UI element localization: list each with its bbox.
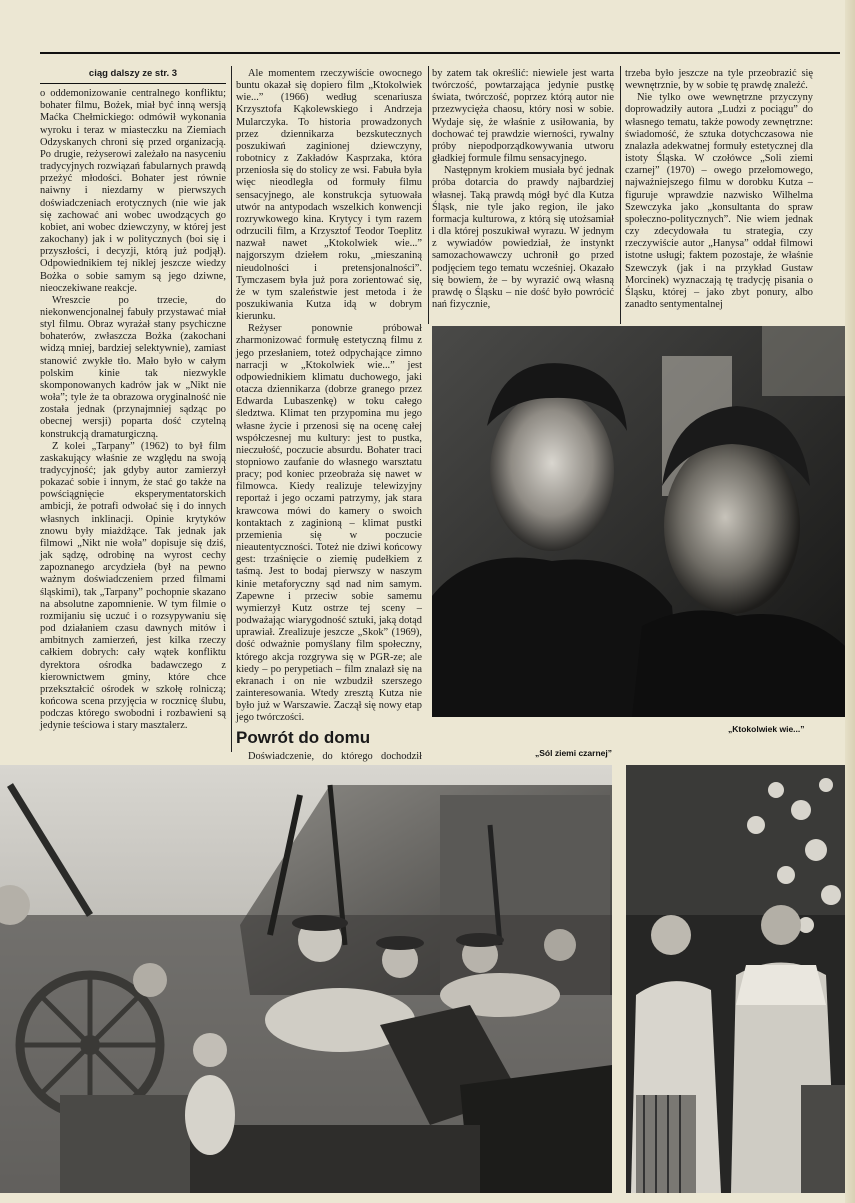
photo-ktokolwiek-wie — [432, 326, 845, 717]
column-divider — [620, 66, 621, 324]
photo-insurgents — [0, 765, 612, 1193]
paragraph: o oddemonizowanie centralnego konfliktu; bohater filmu, Bożek, miał być inną wersją Maćka Chełmickiego: odmówił wykonania wyroku i teraz w miasteczku na Ziemiach Odzyskanych chroni się przed organizacją. Po drugie, reżyserowi zależało na nasyceniu tradycyjnych rozwiązań fabularnych prawdą przeżyć młodości. Bohater jest równie naiwny i niezdarny w pierwszych doświadczeniach erotycznych (nie wie jak się zachować ani wobec uwodzących go kobiet, ani wobec dziewczyny, w której jest zakochany) jak i w politycznych (boi się i przyszłości, i decyzji, którą już podjął). Odpowiednikiem tej niklej jeszcze wiedzy Bożka o sobie samym są jego dziwne, nieoczekiwane reakcje. — [40, 88, 226, 294]
article-column-3 — [432, 68, 614, 320]
paragraph: Nie tylko owe wewnętrzne przyczyny doprowadziły autora „Ludzi z pociągu” do własnego tematu, także powody zewnętrzne: świadomość, że sztuka dotychczasowa nie znalazła adekwatnej formuły estetycznej dla istoty Śląska. W czołówce „Soli ziemi czarnej” (1970) – owego przełomowego, najważniejszego filmu w dorobku Kutza – figuruje wprawdzie nazwisko Wilhelma Szewczyka jako „konsultanta do spraw społeczno-politycznych”. Nie wiem jednak czy zdecydowała tu strategia, czy rzeczywiście autor „Hanysa” oddał filmowi istotne usługi; faktem pozostaje, że właśnie Szewczyk (jak i na przykład Gustaw Morcinek) wyznaczają tę tradycję pisania o Śląsku, której – jako zbyt ponury, albo zanadto sentymentalnej — [625, 92, 813, 310]
continued-label: ciąg dalszy ze str. 3 — [40, 68, 226, 84]
paragraph: Następnym krokiem musiała być jednak próba dotarcia do prawdy najbardziej własnej. Taką prawdą mógł być dla Kutza Śląsk, nie tyle jako region, ile jako formacja kulturowa, z którą się utożsamiał i dla której poszukiwał wyrazu. W jednym z wywiadów powiedział, że instynkt samozachowawczy uchronił go przed podjęciem tego tematu wcześniej. Okazało się bowiem, że – by wyrazić ową własną prawdę o Śląsku – nie dość było powrócić nań fizycznie, — [432, 165, 614, 310]
photo-caption: „Sól ziemi czarnej” — [535, 748, 612, 758]
paragraph: Reżyser ponownie próbował zharmonizować formułę estetyczną filmu z jego przesłaniem, toteż odpychające zimno narracji w „Ktokolwiek wie...” jest odpowiednikiem klimatu duchowego, jaki otacza dziennikarza (dobrze granego przez Edwarda Lubaszenkę) w toku całego śledztwa. Klimat ten przypomina mu jego własne życie i przenosi się na ocenę całej współczesnej mu kultury: jest to pustka, nieczułość, poczucie absurdu. Bohater traci stopniowo zaufanie do własnego warsztatu pracy; pod koniec przeobraża się nawet w filmowca. Kiedy realizuje telewizyjny reportaż i jego oczami patrzymy, jak stara krawcowa mówi do kamery o swoich kontaktach z zaginioną – klimat pustki przemienia się w poczucie nieautentyczności. Toteż nie dziwi końcowy gest: trzaśnięcie o ziemię pudełkiem z taśmą. Jest to bodaj pierwszy w naszym kinie metaforyczny sąd nad nim samym. Zapewne i przeciw sobie samemu wymierzył Kutz ostrze tej sceny – podważając wiarygodność sztuki, jaką dotąd uprawiał. Zrealizuje jeszcze „Skok” (1969), dość odważnie pomyślany film społeczny, którego akcja rozgrywa się w PGR-ze; ale kiedy – po perypetiach – film znalazł się na ekranach i on nie wzbudził szerszego zainteresowania. Wtedy zresztą Kutza nie było już w Warszawie. Zaczął się nowy etap jego twórczości. — [236, 323, 422, 724]
column-divider — [428, 66, 429, 324]
top-rule — [40, 52, 840, 54]
photo-sol-ziemi-czarnej-crowd — [0, 765, 612, 1193]
paragraph: Ale momentem rzeczywiście owocnego buntu okazał się dopiero film „Ktokolwiek wie...” (1966) według scenariusza Krzysztofa Kąkolewskiego i Andrzeja Mularczyka. To historia prowadzonych przez dziennikarza bezskutecznych poszukiwań zaginionej dziewczyny, robotnicy z Zakładów Kasprzaka, która przeniosła się do stolicy ze wsi. Fabuła była więc nieodległa od formuły filmu sensacyjnego, ale konstrukcja sytuowała utwór na antypodach wszelkich konwencji rozrywkowego kina. Krytycy i tym razem odrzucili film, a Krzysztof Teodor Toeplitz nazwał nawet „Ktokolwiek wie...” najgorszym dziełem roku, „mieszaniną nieudolności i pretensjonalności”. Tymczasem była już pora zorientować się, że w tym szaleństwie jest metoda i że poszukiwania Kutza idą w dobrym kierunku. — [236, 68, 422, 323]
page-edge — [845, 0, 855, 1203]
section-heading: Powrót do domu — [236, 728, 371, 748]
article-column-4 — [625, 68, 813, 320]
photo-caption: „Ktokolwiek wie...” — [728, 724, 805, 734]
paragraph: by zatem tak określić: niewiele jest warta twórczość, powtarzająca jedynie pustkę świata, twórczość, poprzez którą autor nie przezwycięża chaosu, który nosi w sobie. Wydaje się, że właśnie z usiłowania, by dochować tej prawdzie wierności, rywalny próby niepodporządkowywania utworu gładkiej formule filmu sensacyjnego. — [432, 68, 614, 165]
photo-procession — [626, 765, 845, 1193]
paragraph: Z kolei „Tarpany” (1962) to był film zaskakujący właśnie ze względu na swoją tradycyjność; jak gdyby autor zamierzył pokazać sobie i innym, że stać go także na powściągnięcie eksperymentatorskich ambicji, że potrafi odwołać się i do innych własnych inklinacji. Opinie krytyków znowu były miażdżące. Tak jednak jak filmowi „Nikt nie woła” dopisuje się dziś, jak sądzę, odrobinę na wyrost cechy zapoznanego arcydzieła (był na pewno ważnym doświadczeniem przed filmami śląskimi), tak „Tarpany” pochopnie skazano na absolutne zapomnienie. W tym filmie o rozmijaniu się uczuć i o rozsypywaniu się pod działaniem czasu dawnych mitów i ambitnych zamierzeń, jest kilka rzeczy całkiem dobrych: cały wątek konfliktu dyrektora ośrodka badawczego z kierownictwem gminy, które chce przekształcić ośrodek w szkołę rolniczą; końcowa scena przyjęcia w rocznicę ślubu, podczas którego swobodni i rozbawieni są jedynie teściowa i stary masztalerz. — [40, 440, 226, 732]
column-divider — [231, 66, 232, 752]
article-column-1 — [40, 68, 226, 752]
photo-sol-ziemi-czarnej-procession — [626, 765, 845, 1193]
photo-two-men — [432, 326, 845, 717]
article-column-2 — [236, 68, 422, 763]
paragraph: Doświadczenie, do którego dochodził — [248, 751, 422, 763]
paragraph: trzeba było jeszcze na tyle przeobrazić się wewnętrznie, by w sobie tę prawdę znaleźć. — [625, 68, 813, 92]
paragraph: Wreszcie po trzecie, do niekonwencjonalnej fabuły przystawać miał styl filmu. Obraz wyrażał stany psychiczne bohaterów, zwłaszcza Bożka (zakochani widzą mniej, bardziej selektywnie), zamiast stanowić zwykłe tło. Mało było w całym polskim kinie tak niezwykle skomponowanych kadrów jak w „Nikt nie woła”; tyle że ta obrazowa oryginalność nie została jednak (przynajmniej sądząc po obecnej wersji) poparta dość czytelną konstrukcją dramaturgiczną. — [40, 294, 226, 440]
